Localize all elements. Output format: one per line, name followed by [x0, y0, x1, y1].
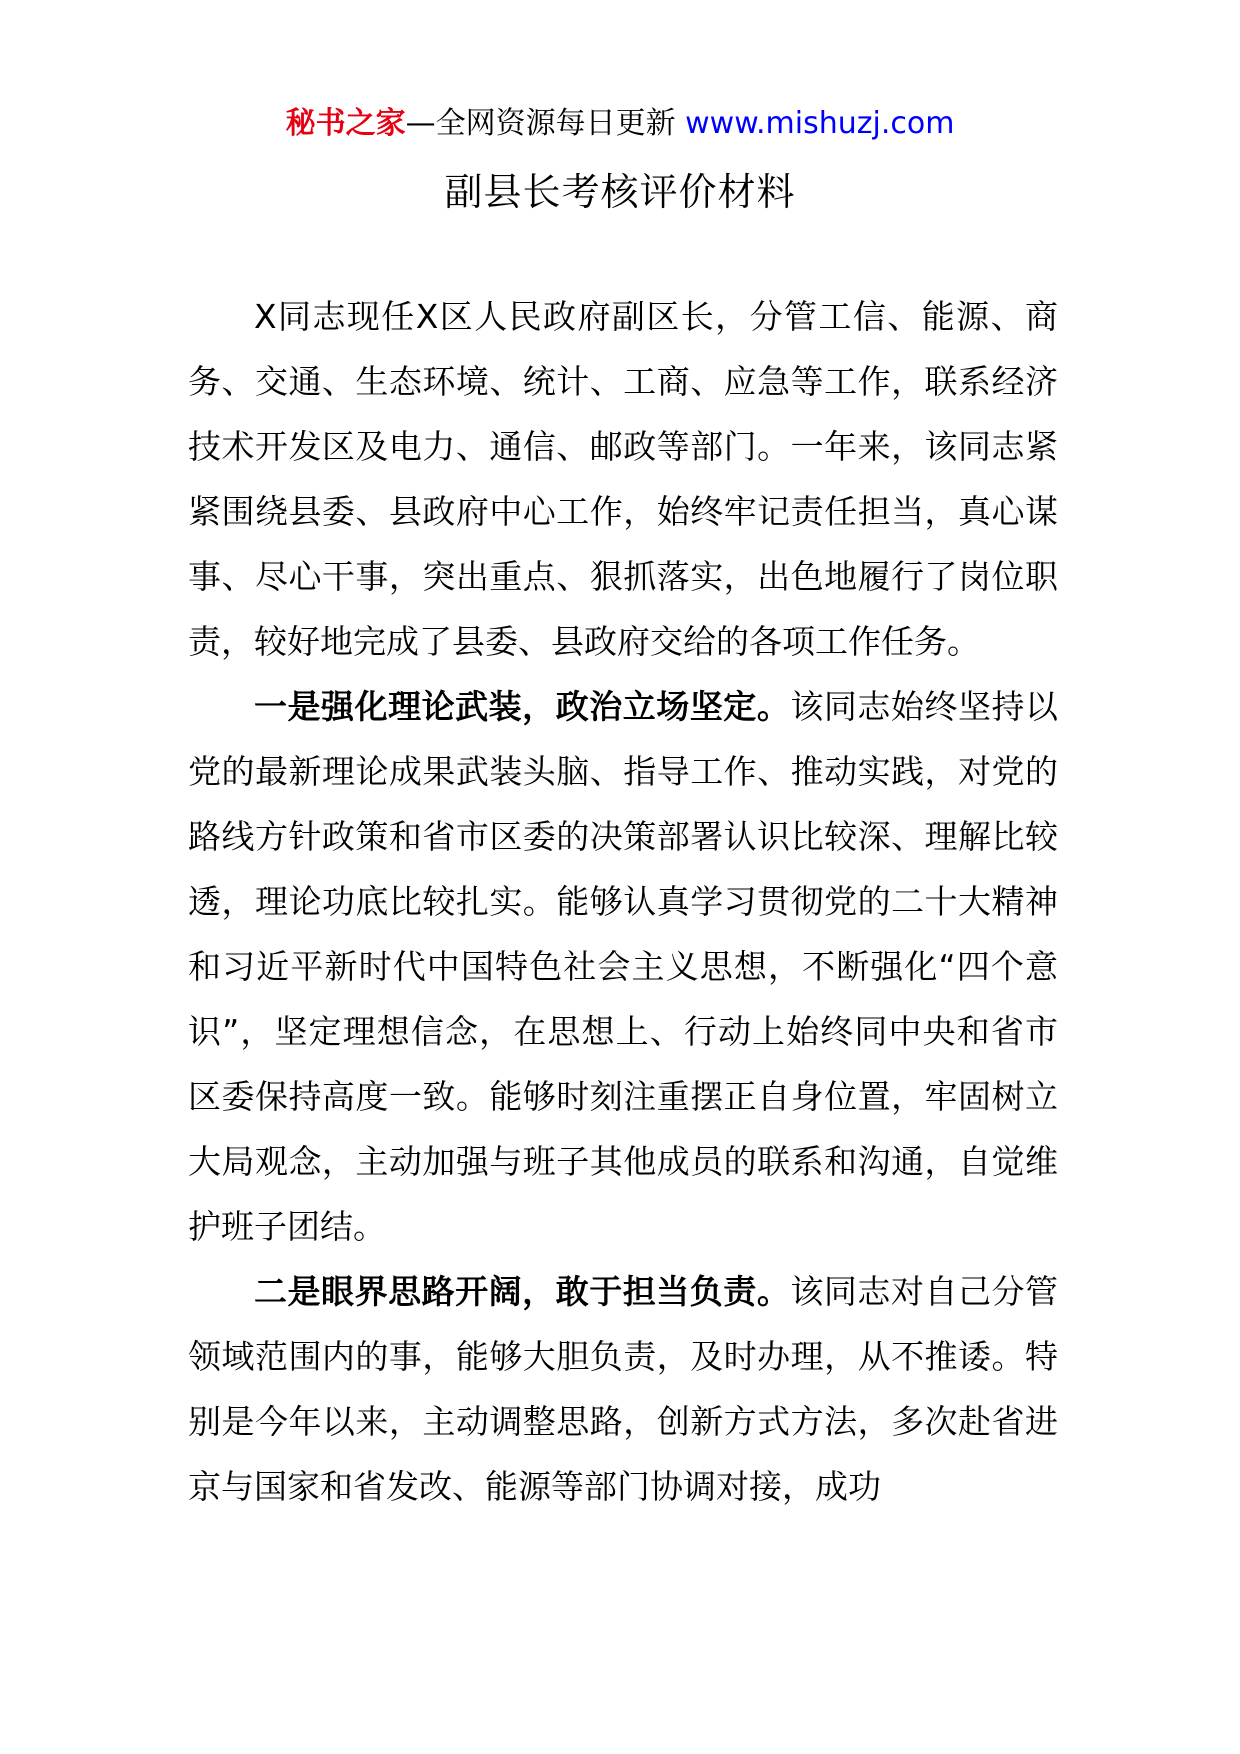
site-banner	[0, 104, 1240, 144]
site-slogan: —全网资源每日更新	[405, 106, 686, 141]
paragraph-text: 该同志始终坚持以党的最新理论成果武装头脑、指导工作、推动实践，对党的路线方针政策和省市区委的决策部署认识比较深、理解比较透，理论功底比较扎实。能够认真学习贯彻党的二十大精神和习近平新时代中国特色社会主义思想，不断强化“四个意识”，坚定理想信念，在思想上、行动上始终同中央和省市区委保持高度一致。能够时刻注重摆正自身位置，牢固树立大局观念，主动加强与班子其他成员的联系和沟通，自觉维护班子团结。	[188, 687, 1059, 1246]
document-title: 副县长考核评价材料	[444, 170, 796, 214]
paragraph-text: 该同志对自己分管领域范围内的事，能够大胆负责，及时办理，从不推诿。特别是今年以来，主动调整思路，创新方式方法，多次赴省进京与国家和省发改、能源等部门协调对接，成功	[188, 1272, 1059, 1506]
paragraph-lead: 一是强化理论武装，政治立场坚定。	[254, 687, 791, 726]
paragraph-responsibility	[188, 1259, 1058, 1519]
paragraph-intro	[188, 284, 1058, 674]
paragraph-lead: 二是眼界思路开阔，敢于担当负责。	[254, 1272, 791, 1311]
document-body	[188, 284, 1058, 1519]
site-brand: 秘书之家	[285, 106, 406, 141]
paragraph-theory	[188, 674, 1058, 1259]
paragraph-text: X同志现任X区人民政府副区长，分管工信、能源、商务、交通、生态环境、统计、工商、应急等工作，联系经济技术开发区及电力、通信、邮政等部门。一年来，该同志紧紧围绕县委、县政府中心工作，始终牢记责任担当，真心谋事、尽心干事，突出重点、狠抓落实，出色地履行了岗位职责，较好地完成了县委、县政府交给的各项工作任务。	[188, 297, 1058, 661]
site-url-link[interactable]: www.mishuzj.com	[685, 106, 955, 141]
